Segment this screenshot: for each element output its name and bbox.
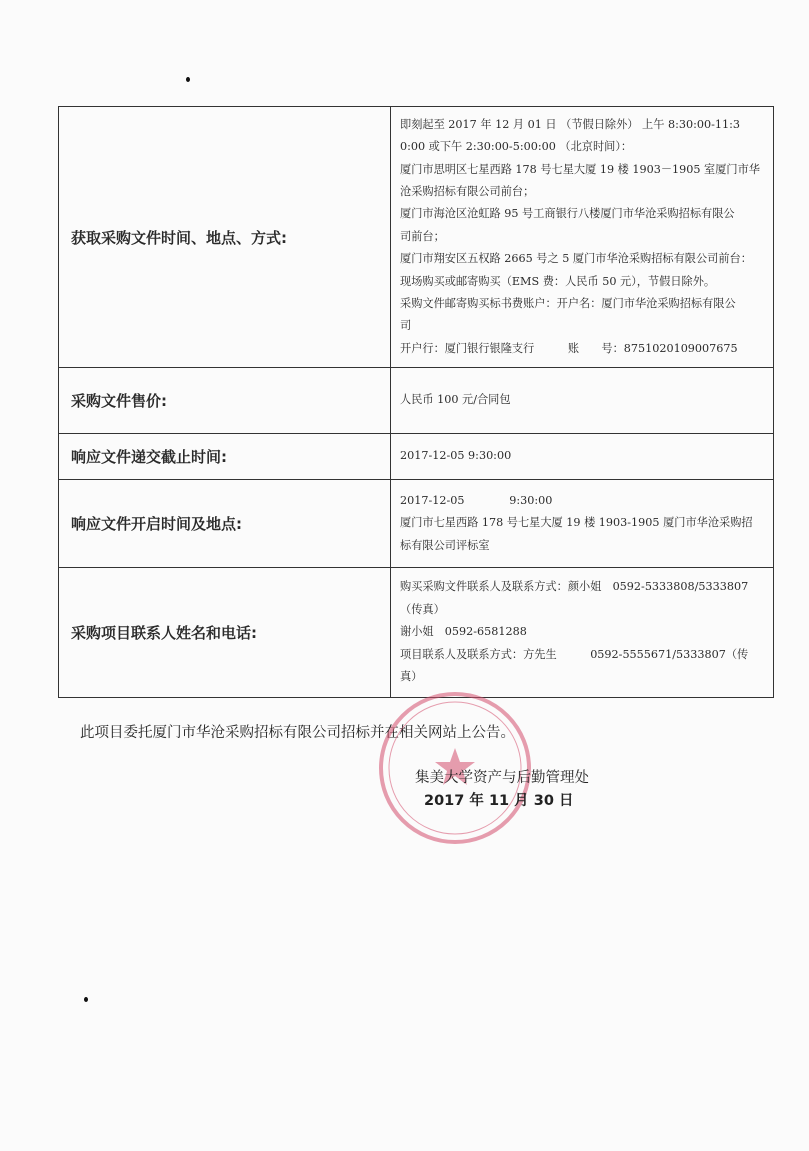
row-value (391, 568, 774, 698)
row-label: 响应文件开启时间及地点: (59, 480, 391, 568)
value-line: 开户行：厦门银行银隆支行 账 号：8751020109007675 (400, 341, 738, 355)
value-line: 0:00 或下午 2:30:00-5:00:00 （北京时间）： (400, 140, 633, 154)
issue-date: 2017 年 11 月 30 日 (424, 793, 574, 809)
row-value (391, 368, 774, 434)
value-line: 真） (400, 670, 423, 684)
table-row (59, 480, 774, 568)
value-line: 人民币 100 元/合同包 (400, 393, 511, 407)
value-line: 采购文件邮寄购买标书费账户：开户名：厦门市华沧采购招标有限公 (400, 297, 736, 311)
row-label: 获取采购文件时间、地点、方式: (59, 107, 391, 368)
value-line: 厦门市七星西路 178 号七星大厦 19 楼 1903-1905 厦门市华沧采购招 (400, 516, 753, 530)
value-line: 即刻起至 2017 年 12 月 01 日 （节假日除外） 上午 8:30:00-11:3 (400, 117, 740, 131)
row-label: 采购文件售价: (59, 368, 391, 434)
value-line: 厦门市思明区七星西路 178 号七星大厦 19 楼 1903－1905 室厦门市华 (400, 162, 760, 176)
value-line: 司 (400, 319, 412, 333)
value-line: 现场购买或邮寄购买（EMS 费：人民币 50 元），节假日除外。 (400, 274, 716, 288)
value-line: 司前台； (400, 229, 445, 243)
table-row (59, 107, 774, 368)
value-line: 购买采购文件联系人及联系方式：颜小姐 0592-5333808/5333807 (400, 580, 749, 594)
table-row (59, 434, 774, 480)
procurement-info-table (58, 106, 774, 698)
scan-speck (186, 77, 190, 82)
scan-speck (84, 997, 88, 1002)
value-line: 标有限公司评标室 (400, 538, 490, 552)
notice-text: 此项目委托厦门市华沧采购招标有限公司招标并在相关网站上公告。 (80, 725, 515, 741)
issuer-name: 集美大学资产与后勤管理处 (415, 770, 589, 786)
row-label: 响应文件递交截止时间: (59, 434, 391, 480)
row-label: 采购项目联系人姓名和电话: (59, 568, 391, 698)
value-line: 沧采购招标有限公司前台； (400, 184, 535, 198)
row-value (391, 107, 774, 368)
value-line: 2017-12-05 9:30:00 (400, 493, 553, 507)
value-line: 2017-12-05 9:30:00 (400, 449, 512, 463)
value-line: 项目联系人及联系方式：方先生 0592-5555671/5333807（传 (400, 647, 749, 661)
table-row (59, 368, 774, 434)
row-value (391, 434, 774, 480)
value-line: （传真） (400, 602, 445, 616)
value-line: 厦门市翔安区五权路 2665 号之 5 厦门市华沧采购招标有限公司前台： (400, 252, 752, 266)
row-value (391, 480, 774, 568)
value-line: 厦门市海沧区沧虹路 95 号工商银行八楼厦门市华沧采购招标有限公 (400, 207, 735, 221)
table-row (59, 568, 774, 698)
value-line: 谢小姐 0592-6581288 (400, 625, 527, 639)
